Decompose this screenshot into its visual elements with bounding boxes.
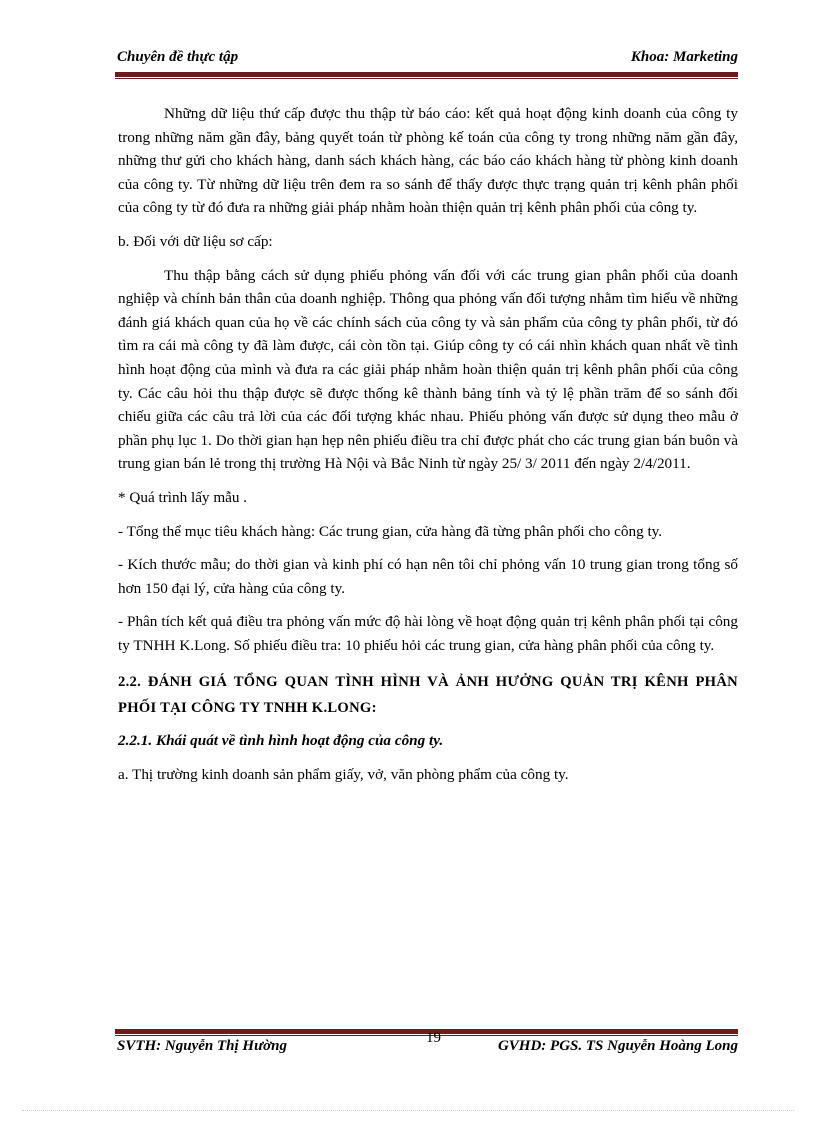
paragraph-primary-data-heading: b. Đối với dữ liệu sơ cấp:: [118, 232, 273, 250]
page-body: [118, 102, 738, 797]
footer-supervisor: GVHD: PGS. TS Nguyễn Hoàng Long: [497, 1038, 738, 1054]
paragraph-analysis: - Phân tích kết quả điều tra phỏng vấn mức độ hài lòng về hoạt động quản trị kênh phân phối tại công ty TNHH K.Long. Số phiếu điều tra: 10 phiếu hỏi các trung gian, cửa hàng phân phối của công ty.: [118, 613, 738, 654]
paragraph-market: a. Thị trường kinh doanh sản phẩm giấy, vở, văn phòng phẩm của công ty.: [118, 766, 569, 784]
header-rule: [115, 71, 738, 79]
paragraph-sampling-heading: * Quá trình lấy mẫu .: [118, 488, 248, 506]
header-left-text: Chuyên đề thực tập: [117, 49, 239, 65]
header-right-text: Khoa: Marketing: [630, 49, 738, 65]
paragraph-target-population: - Tổng thể mục tiêu khách hàng: Các trung gian, cửa hàng đã từng phân phối cho công ty.: [118, 522, 663, 540]
paragraph-sample-size: - Kích thước mẫu; do thời gian và kinh phí có hạn nên tôi chỉ phỏng vấn 10 trung gian trong tổng số hơn 150 đại lý, cửa hàng của công ty.: [118, 556, 738, 597]
page-footer: [115, 1030, 738, 1060]
page-number: 19: [426, 1030, 441, 1046]
section-heading-2-2: 2.2. ĐÁNH GIÁ TỔNG QUAN TÌNH HÌNH VÀ ẢNH HƯỞNG QUẢN TRỊ KÊNH PHÂN PHỐI TẠI CÔNG TY TNHH K.LONG:: [118, 674, 738, 717]
footer-student: SVTH: Nguyễn Thị Hường: [117, 1038, 287, 1054]
section-heading-2-2-1: 2.2.1. Khái quát về tình hình hoạt động của công ty.: [118, 732, 444, 750]
page-header: [115, 47, 738, 69]
paragraph-primary-data: Thu thập bằng cách sử dụng phiếu phỏng vấn đối với các trung gian phân phối của doanh nghiệp và chính bản thân của doanh nghiệp. Thông qua phỏng vấn đối tượng nhằm tìm hiểu về những đánh giá khách quan của họ về các chính sách của công ty và sản phẩm của công ty phân phối, từ đó tìm ra cái mà công ty đã làm được, cái còn tồn tại. Giúp công ty có cái nhìn khách quan nhất về tình hình hoạt động của mình và đưa ra các giải pháp nhằm hoàn thiện quản trị kênh phân phối của công ty. Các câu hỏi thu thập được sẽ được thống kê thành bảng tính và tỷ lệ phần trăm để so sánh đối chiếu giữa các câu trả lời của các đối tượng khác nhau. Phiếu phỏng vấn được sử dụng theo mẫu ở phần phụ lục 1. Do thời gian hạn hẹp nên phiếu điều tra chỉ được phát cho các trung gian bán buôn và trung gian bán lẻ trong thị trường Hà Nội và Bắc Ninh từ ngày 25/ 3/ 2011 đến ngày 2/4/2011.: [118, 266, 738, 473]
paragraph-secondary-data: Những dữ liệu thứ cấp được thu thập từ báo cáo: kết quả hoạt động kinh doanh của công ty trong những năm gần đây, bảng quyết toán từ phòng kế toán của công ty trong những năm gần đây, những thư gửi cho khách hàng, danh sách khách hàng, các báo cáo khách hàng từ phòng kinh doanh của công ty. Từ những dữ liệu trên đem ra so sánh để thấy được thực trạng quản trị kênh phân phối của công ty từ đó đưa ra những giải pháp nhằm hoàn thiện quản trị kênh phân phối của công ty.: [118, 105, 738, 217]
page-edge-divider: [22, 1110, 794, 1111]
